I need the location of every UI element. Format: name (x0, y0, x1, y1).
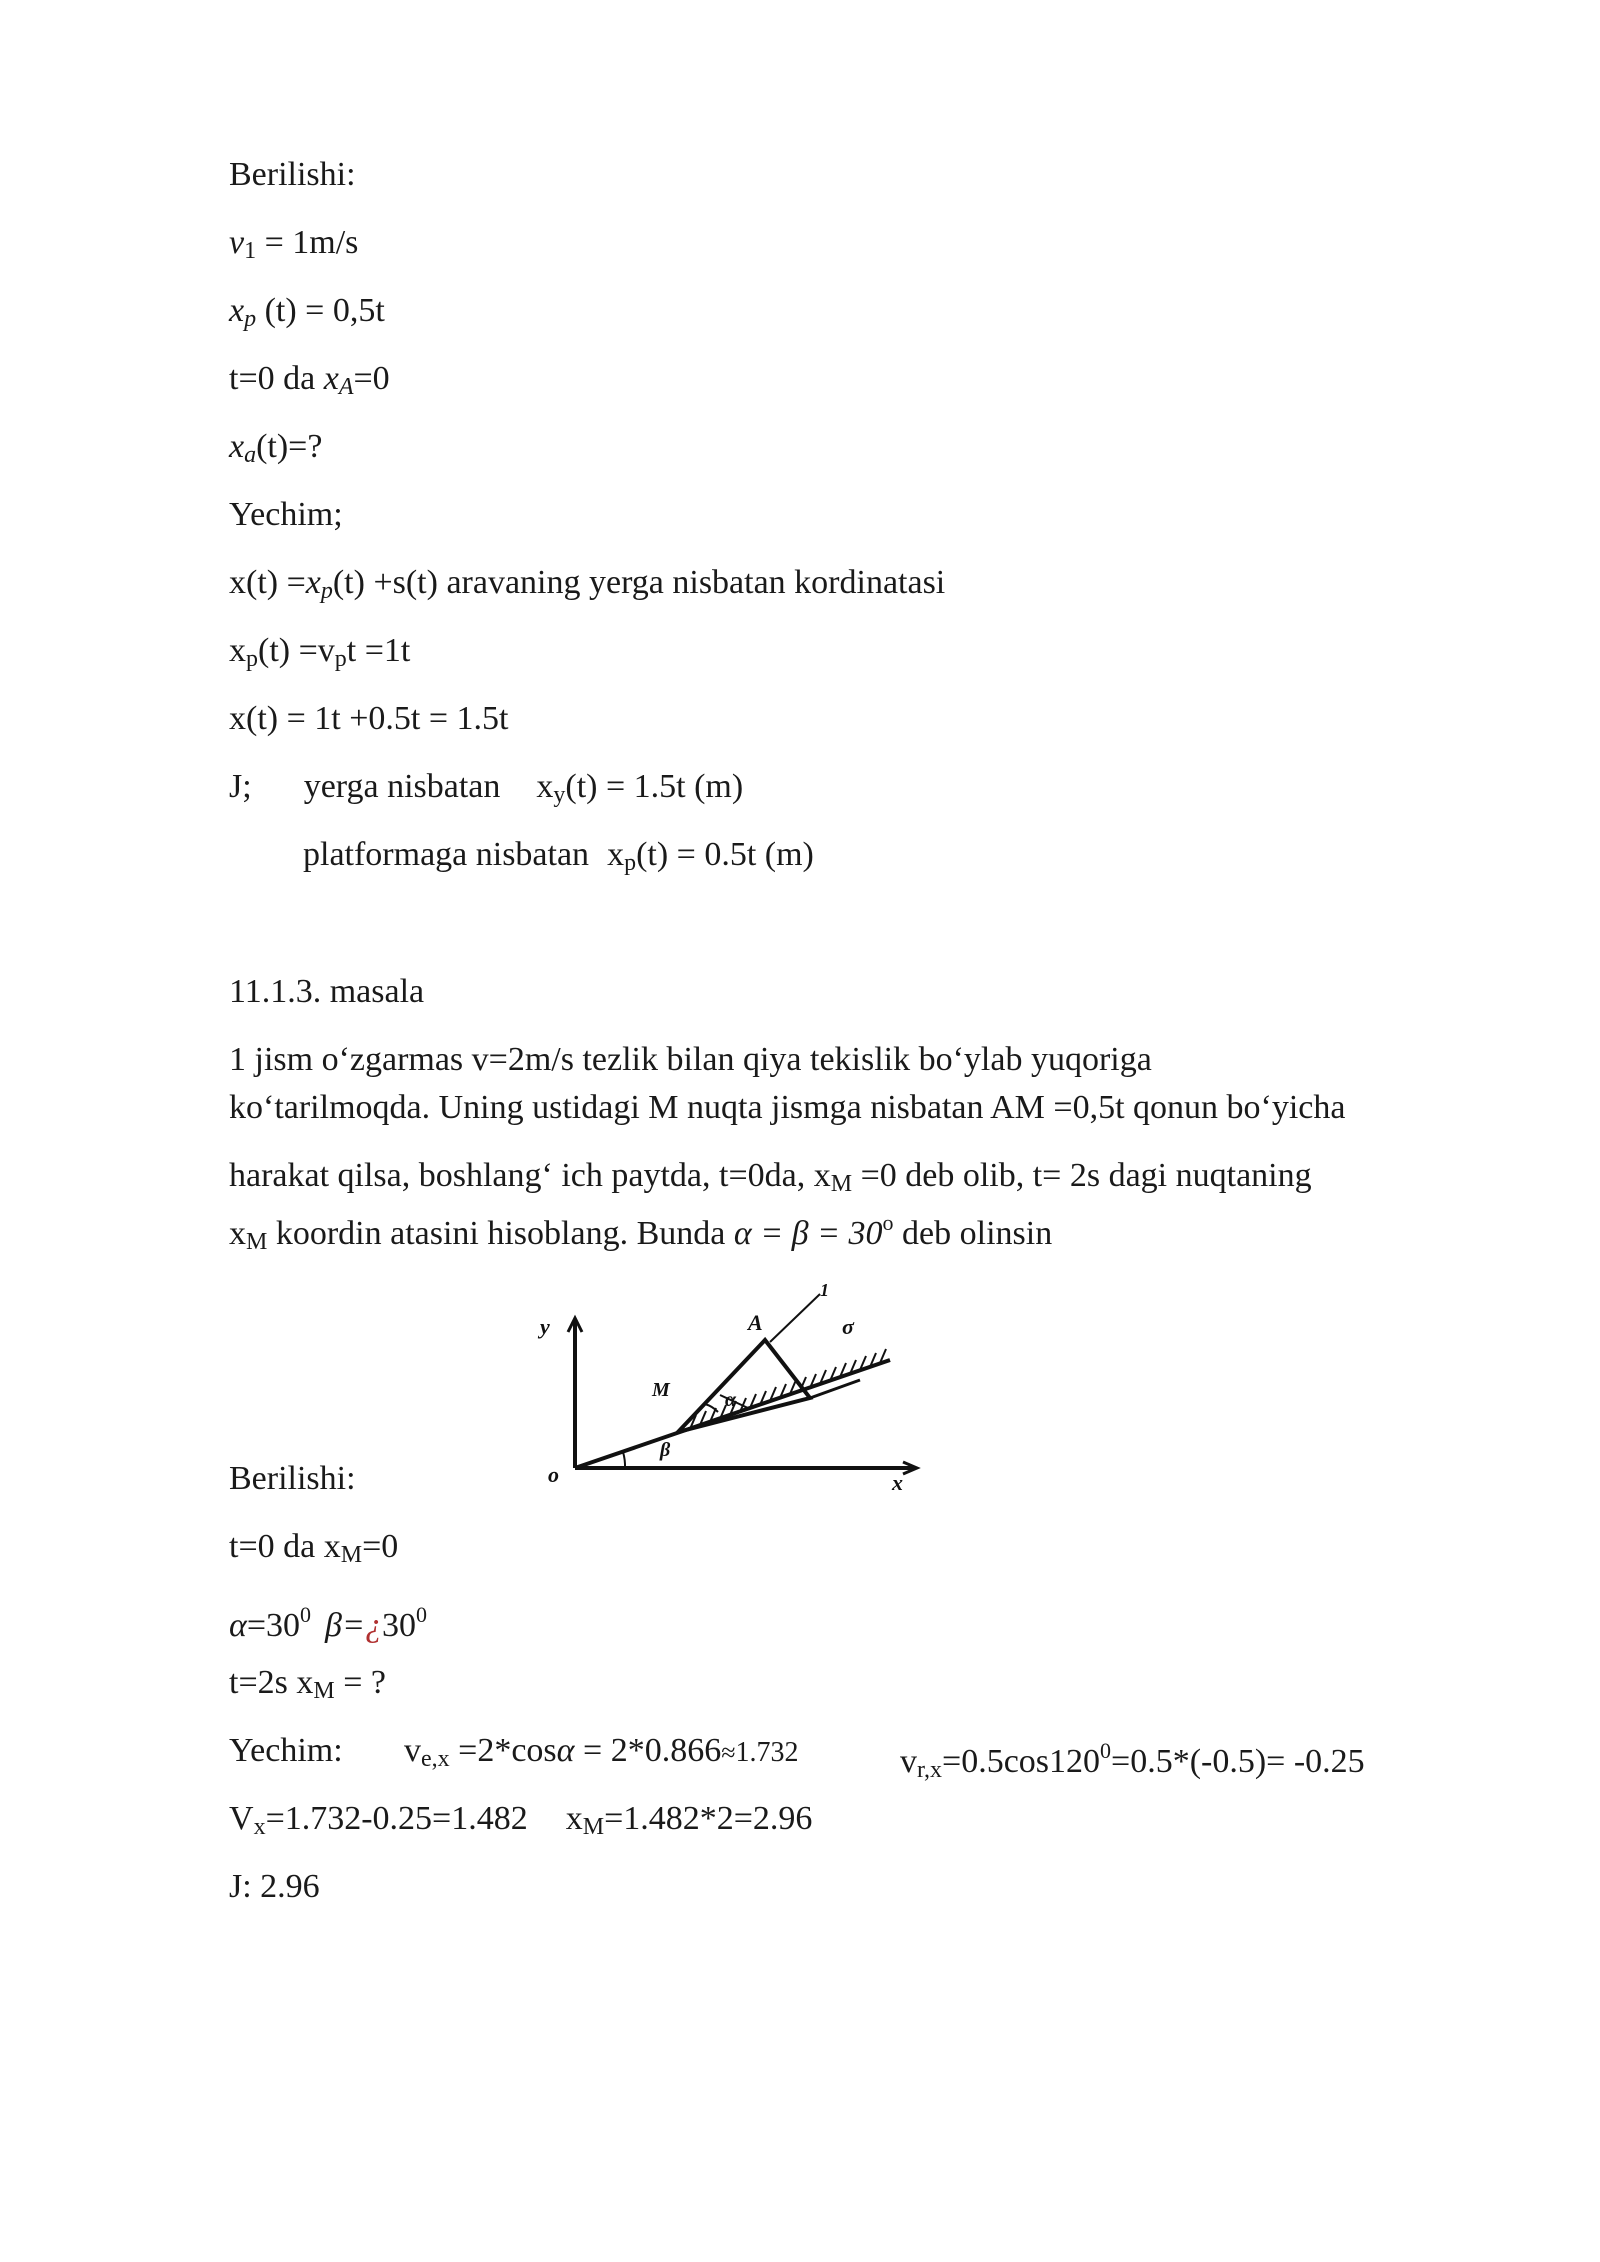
label-v: σ (842, 1314, 854, 1339)
label-o: o (548, 1462, 559, 1487)
solution-line-2: xp(t) =vpt =1t (229, 632, 411, 672)
given2-line-3: t=2s xM = ? (229, 1664, 386, 1704)
problem-title: 11.1.3. masala (229, 973, 425, 1010)
given2-line-2: $\alpha=30^0$ $\beta=¿30^0$ (229, 1602, 427, 1644)
given-v1: v1 = 1m/s (229, 224, 359, 264)
label-1-leader (770, 1294, 820, 1342)
given-xp: xp (t) = 0,5t (229, 292, 385, 332)
problem-text-2: ko‘tarilmoqda. Uning ustidagi M nuqta jismga nisbatan AM =0,5t qonun bo‘yicha (229, 1089, 1346, 1126)
solution-line-3: x(t) = 1t +0.5t = 1.5t (229, 700, 509, 737)
solution-line-1: x(t) =xp(t) +s(t) aravaning yerga nisbatan kordinatasi (229, 564, 946, 604)
given-title-1: Berilishi: (229, 156, 356, 193)
answer-line-2: platformaga nisbatan xp(t) = 0.5t (m) (303, 836, 814, 876)
problem-text-1: 1 jism o‘zgarmas v=2m/s tezlik bilan qiya tekislik bo‘ylab yuqoriga (229, 1041, 1152, 1078)
body-triangle (678, 1340, 810, 1432)
velocity-sum-line: Vx=1.732-0.25=1.482 xM=1.482*2=2.96 (229, 1800, 813, 1840)
solution-title-1: Yechim; (229, 496, 343, 533)
problem-text-4: xM koordin atasini hisoblang. Bunda $\alpha = \beta = 30^o$ deb olinsin (229, 1210, 1053, 1255)
inclined-plane-figure (520, 1280, 930, 1490)
velocity-arrow (810, 1380, 860, 1398)
solution-title-2: Yechim: (229, 1732, 343, 1769)
given-xa0: t=0 da xA=0 (229, 360, 390, 400)
velocity-r-line: $vr,x=0.5\cos 120^0=0.5*(-0.5)= -0.25$ (900, 1738, 1365, 1783)
label-alpha: α (725, 1389, 737, 1411)
label-y: y (540, 1314, 550, 1339)
label-beta: β (660, 1439, 671, 1461)
given-xa-question: xa(t)=? (229, 428, 323, 468)
velocity-e-line: ve,x =2*cosα = 2*0.866≈1.732 (404, 1732, 799, 1772)
given-title-2: Berilishi: (229, 1460, 356, 1497)
given2-line-1: t=0 da xM=0 (229, 1528, 399, 1568)
label-M: M (652, 1379, 670, 1401)
problem-text-3: harakat qilsa, boshlang‘ ich paytda, t=0da, xM =0 deb olib, t= 2s dagi nuqtaning (229, 1157, 1312, 1197)
label-A: A (748, 1310, 763, 1335)
label-1: 1 (820, 1280, 829, 1300)
final-answer: J: 2.96 (229, 1868, 320, 1905)
answer-line-1: J; yerga nisbatan xy(t) = 1.5t (m) (229, 768, 744, 808)
label-x: x (892, 1470, 903, 1490)
